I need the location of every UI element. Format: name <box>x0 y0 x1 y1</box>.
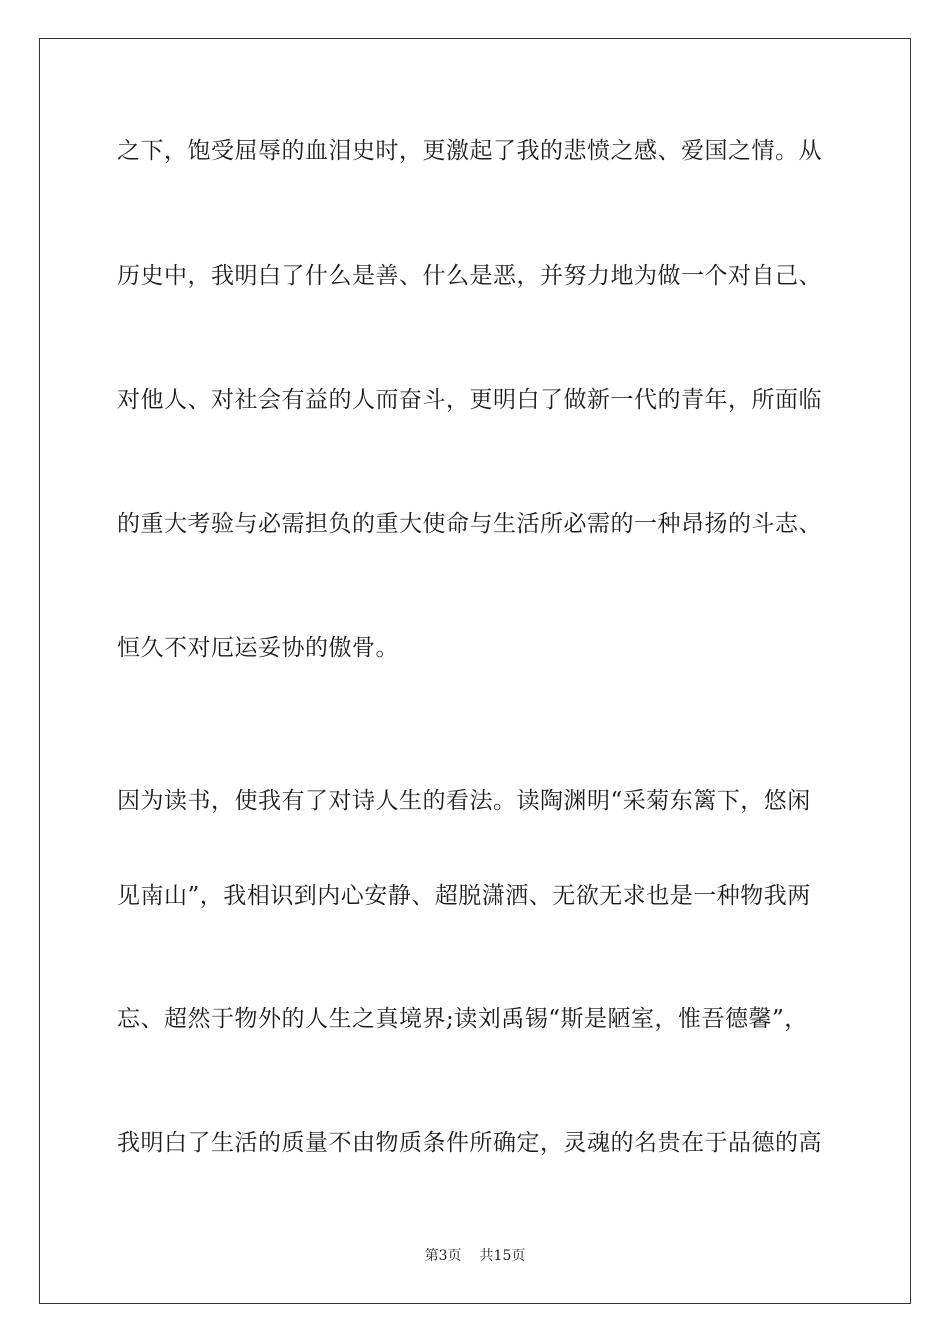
body-text-line: 我明白了生活的质量不由物质条件所确定，灵魂的名贵在于品德的高 <box>117 1130 822 1156</box>
body-text-line: 见南山”，我相识到内心安静、超脱潇洒、无欲无求也是一种物我两 <box>117 883 811 909</box>
body-text-line: 的重大考验与必需担负的重大使命与生活所必需的一种昂扬的斗志、 <box>117 511 822 537</box>
page-total: 共15页 <box>479 1248 526 1264</box>
body-text-line: 之下，饱受屈辱的血泪史时，更激起了我的悲愤之感、爱国之情。从 <box>117 138 822 164</box>
body-text-line: 历史中，我明白了什么是善、什么是恶，并努力地为做一个对自己、 <box>117 263 822 289</box>
page-number: 第3页 <box>424 1248 462 1264</box>
body-text-line: 恒久不对厄运妥协的傲骨。 <box>117 635 399 661</box>
body-text-line: 对他人、对社会有益的人而奋斗，更明白了做新一代的青年，所面临 <box>117 387 822 413</box>
page-footer <box>0 1247 950 1265</box>
body-text-line: 因为读书，使我有了对诗人生的看法。读陶渊明“采菊东篱下，悠闲 <box>117 788 811 814</box>
page-border <box>39 38 911 1304</box>
body-text-line: 忘、超然于物外的人生之真境界;读刘禹锡“斯是陋室，惟吾德馨”， <box>117 1006 808 1032</box>
